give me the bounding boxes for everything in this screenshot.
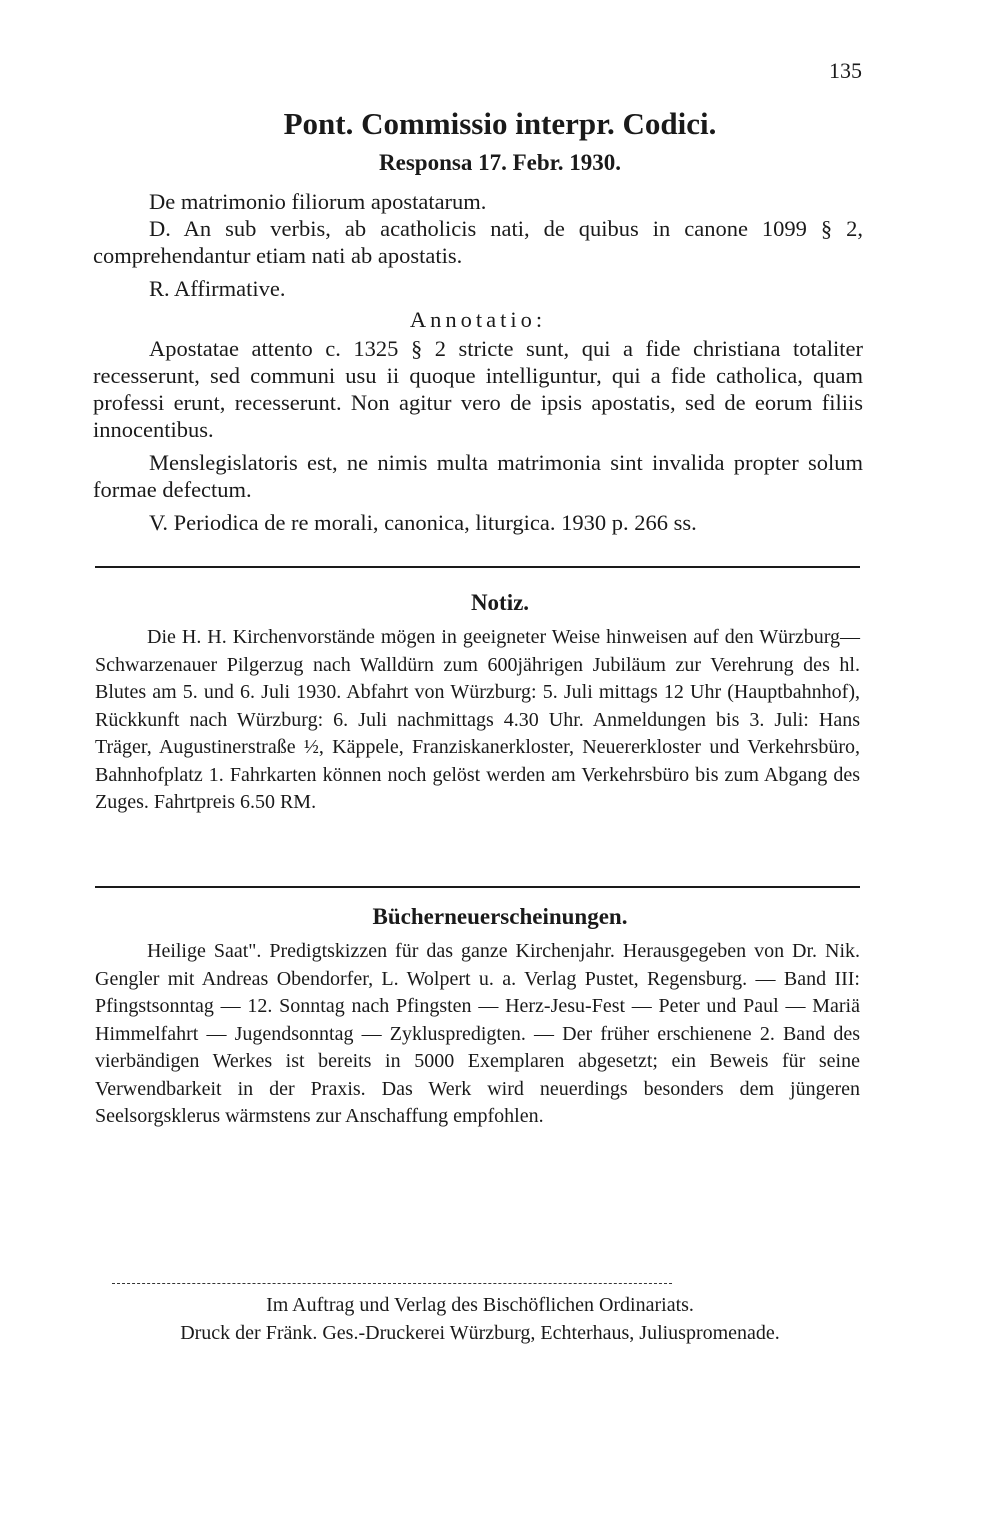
latin-section — [93, 188, 863, 536]
reference-line: V. Periodica de re morali, canonica, liturgica. 1930 p. 266 ss. — [149, 510, 697, 535]
annotation-paragraph: Menslegislatoris est, ne nimis multa matrimonia sint invalida propter solum formae defectum. — [93, 450, 863, 502]
notice-section — [95, 624, 860, 817]
document-subtitle: Responsa 17. Febr. 1930. — [379, 150, 621, 175]
document-title: Pont. Commissio interpr. Codici. — [283, 106, 717, 141]
topic-line: De matrimonio filiorum apostatarum. — [149, 189, 487, 214]
section-divider — [95, 566, 860, 568]
notice-paragraph: Die H. H. Kirchenvorstände mögen in geeigneter Weise hinweisen auf den Würzburg—Schwarzenauer Pilgerzug nach Walldürn zum 600jährigen Jubiläum zur Verehrung des hl. Blutes am 5. und 6. Juli 1930. Abfahrt von Würzburg: 5. Juli mittags 12 Uhr (Hauptbahnhof), Rückkunft nach Würzburg: 6. Juli nachmittags 4.30 Uhr. Anmeldungen bis 3. Juli: Hans Träger, Augustinerstraße ½, Käppele, Franziskanerkloster, Neuererkloster und Verkehrsbüro, Bahnhofplatz 1. Fahrkarten können noch gelöst werden am Verkehrsbüro bis zum Abgang des Zuges. Fahrtpreis 6.50 RM. — [95, 626, 860, 813]
notice-heading: Notiz. — [470, 590, 530, 615]
question-paragraph: D. An sub verbis, ab acatholicis nati, de quibus in canone 1099 § 2, comprehendantur etiam nati ab apostatis. — [93, 216, 863, 268]
footer-printer-line: Druck der Fränk. Ges.-Druckerei Würzburg, Echterhaus, Juliuspromenade. — [180, 1322, 780, 1344]
page-number: 135 — [829, 58, 862, 83]
footer-divider — [112, 1283, 672, 1284]
annotation-paragraph: Apostatae attento c. 1325 § 2 stricte sunt, qui a fide christiana totaliter recesserunt, sed communi usu ii quoque intelliguntur, qui a fide catholica, quam professi erunt, recesserunt. Non agitur vero de ipsis apostatis, sed de eorum filiis innocentibus. — [93, 336, 863, 442]
footer-publisher-line: Im Auftrag und Verlag des Bischöflichen Ordinariats. — [266, 1294, 694, 1316]
response-line: R. Affirmative. — [149, 276, 286, 301]
new-books-section — [95, 938, 860, 1131]
section-divider — [95, 886, 860, 888]
new-books-heading: Bücherneuerscheinungen. — [372, 904, 628, 929]
new-books-paragraph: Heilige Saat". Predigtskizzen für das ganze Kirchenjahr. Herausgegeben von Dr. Nik. Gengler mit Andreas Obendorfer, L. Wolpert u. a. Verlag Pustet, Regensburg. — Band III: Pfingstsonntag — 12. Sonntag nach Pfingsten — Herz-Jesu-Fest — Peter und Paul — Mariä Himmelfahrt — Jugendsonntag — Zykluspredigten. — Der früher erschienene 2. Band des vierbändigen Werkes ist bereits in 5000 Exemplaren abgesetzt; ein Beweis für seine Verwendbarkeit in der Praxis. Das Werk wird neuerdings besonders dem jüngeren Seelsorgsklerus wärmstens zur Anschaffung empfohlen. — [95, 940, 860, 1127]
annotation-heading: Annotatio: — [409, 307, 547, 332]
